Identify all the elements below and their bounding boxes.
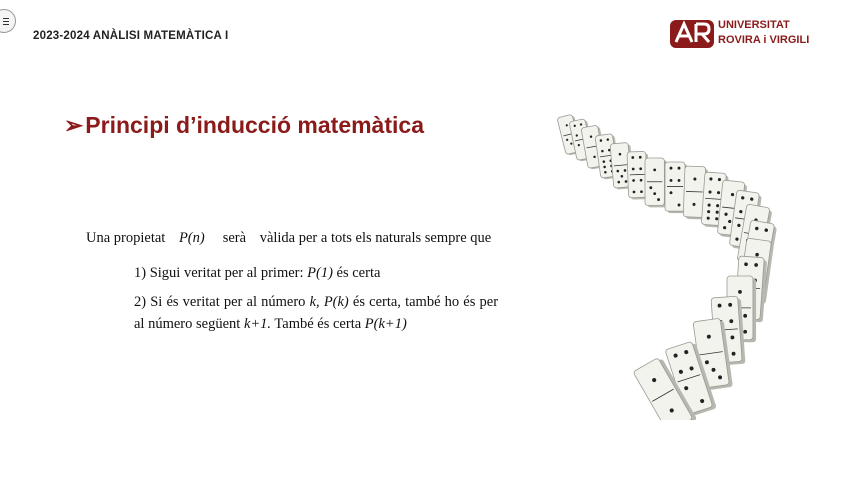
slide-title-text: Principi d’inducció matemàtica xyxy=(85,112,424,138)
intro-part2: vàlida per a tots els naturals sempre que xyxy=(259,230,492,246)
menu-button[interactable] xyxy=(0,9,16,33)
cond2-k1: k+1. xyxy=(243,316,272,332)
course-title: 2023-2024 ANÀLISI MATEMÀTICA I xyxy=(33,30,229,42)
cond2-pk: P(k) xyxy=(323,294,349,310)
intro-pn: P(n) xyxy=(178,230,205,246)
domino-tile xyxy=(645,158,667,207)
cond2-pk1: P(k+1) xyxy=(364,316,407,332)
cond1-math: P(1) xyxy=(307,265,333,281)
cond1-end: és certa xyxy=(336,265,381,281)
domino-chain xyxy=(557,114,777,420)
dominoes-image xyxy=(515,100,825,420)
cond2-b: és certa, també ho és per al número següent xyxy=(134,294,499,332)
intro-part1: Una propietat xyxy=(86,230,166,246)
cond2-c: També és certa xyxy=(274,316,362,332)
logo-text xyxy=(718,18,809,48)
arrow-bullet-icon: ➢ xyxy=(64,112,84,138)
cond1-text: 1) Sigui veritat per al primer: xyxy=(134,265,304,281)
logo-line-2: ROVIRA i VIRGILI xyxy=(718,34,810,46)
condition-1 xyxy=(134,265,380,282)
cond2-a: 2) Si és veritat per al número xyxy=(134,294,306,310)
university-logo xyxy=(668,14,828,54)
intro-line xyxy=(86,230,491,247)
university-logo-icon xyxy=(668,14,716,54)
menu-icon xyxy=(3,18,9,27)
cond2-k: k, xyxy=(309,294,320,310)
intro-sera: serà xyxy=(222,230,247,246)
logo-line-1: UNIVERSITAT xyxy=(718,19,790,31)
condition-2 xyxy=(134,291,498,335)
slide-title xyxy=(64,112,424,139)
